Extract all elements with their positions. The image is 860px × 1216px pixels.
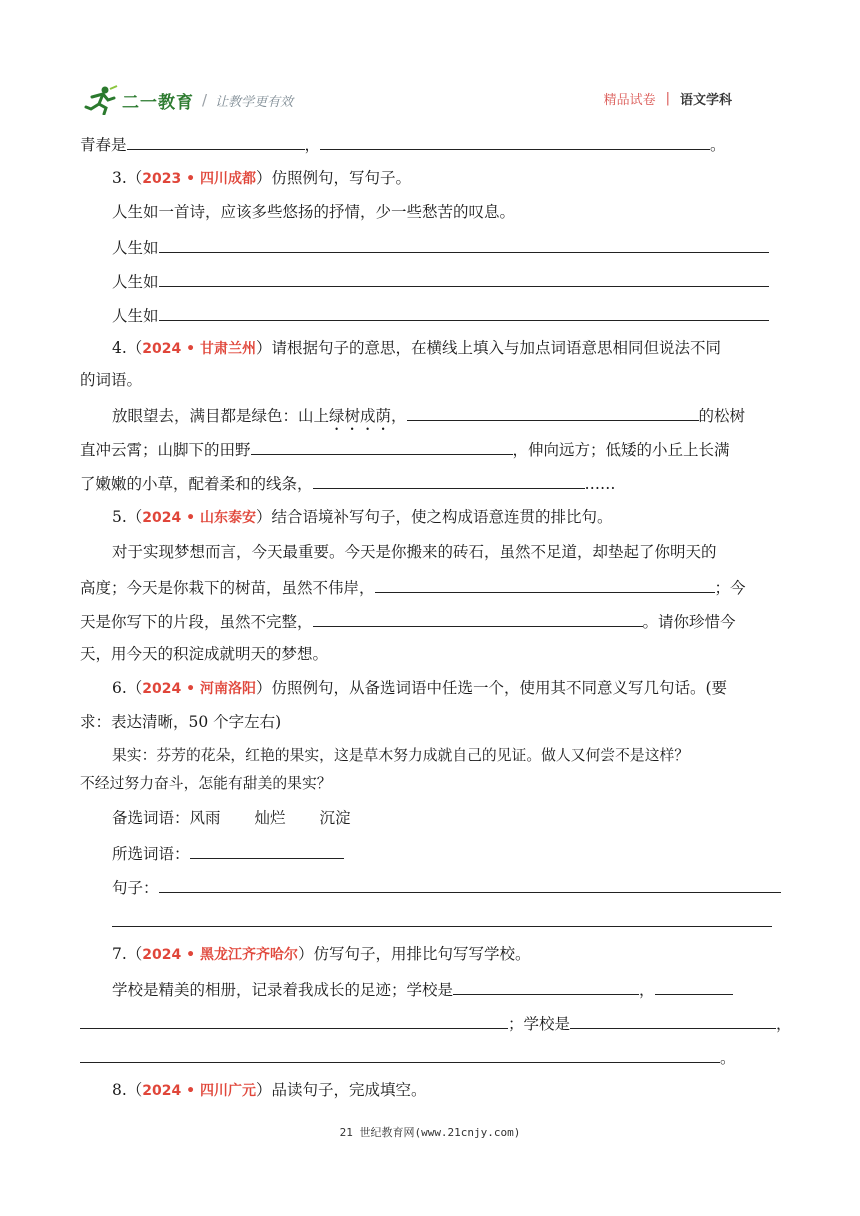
options-label: 备选词语： [112, 809, 190, 827]
dotted-phrase: 绿树成荫 [329, 407, 392, 425]
header-subject: 语文学科 [679, 93, 732, 108]
question-prompt: 仿照例句，从备选词语中任选一个，使用其不同意义写几句话。(要 [271, 679, 728, 697]
passage-text: 放眼望去，满目都是绿色：山上 [112, 407, 330, 425]
prev-lead: 青春是 [80, 136, 127, 154]
question-number: 6.（ [112, 679, 143, 697]
blank[interactable] [320, 131, 710, 150]
blank[interactable] [313, 608, 643, 627]
paren-close: ） [255, 169, 272, 187]
blank[interactable] [251, 436, 513, 455]
q5-text-line [80, 574, 800, 600]
logo-name: 二一教育 [122, 92, 194, 113]
question-number: 4.（ [112, 339, 143, 357]
blank[interactable] [375, 574, 715, 593]
header-separator: | [665, 91, 670, 106]
passage-text: ， [776, 1015, 792, 1033]
q7-text-line [112, 976, 832, 1002]
passage-text: 直冲云霄；山脚下的田野 [80, 441, 251, 459]
passage-text: 。请你珍惜今 [642, 613, 736, 631]
blank[interactable] [655, 976, 733, 995]
blank[interactable] [127, 131, 305, 150]
passage-text: 学校是精美的相册，记录着我成长的足迹；学校是 [112, 981, 454, 999]
passage-text: ；今 [714, 579, 746, 597]
answer-start: 人生如 [112, 273, 159, 291]
q6-chosen-line [112, 840, 832, 866]
q4-heading [112, 336, 832, 361]
q3-answer-line [112, 268, 832, 294]
passage-text: ；学校是 [508, 1015, 571, 1033]
q3-example: 人生如一首诗，应该多些悠扬的抒情，少一些愁苦的叹息。 [112, 203, 516, 221]
passage-text: 。 [720, 1049, 736, 1067]
q5-text-line: 对于实现梦想而言，今天最重要。今天是你搬来的砖石，虽然不足道，却垫起了你明天的 [112, 543, 717, 561]
answer-rule[interactable] [112, 926, 772, 927]
q6-example: 果实：芬芳的花朵，红艳的果实，这是草木努力成就自己的见证。做人又何尝不是这样？ [112, 747, 690, 764]
question-source: 2024 • 甘肃兰州 [142, 341, 256, 357]
logo-slash: / [202, 91, 208, 109]
blank[interactable] [159, 234, 769, 253]
paren-close: ） [255, 508, 272, 526]
question-source: 2024 • 河南洛阳 [142, 681, 256, 697]
q5-text-line: 天，用今天的积淀成就明天的梦想。 [80, 645, 329, 663]
passage-text: ，伸向远方；低矮的小丘上长满 [512, 441, 730, 459]
question-source: 2024 • 四川广元 [142, 1083, 256, 1099]
q4-text-line [80, 436, 800, 462]
answer-start: 人生如 [112, 239, 159, 257]
passage-text: ， [391, 407, 407, 425]
blank[interactable] [80, 1010, 508, 1029]
q7-text-line [80, 1010, 800, 1036]
page-footer: 21 世纪教育网(www.21cnjy.com) [339, 1126, 521, 1139]
prev-comma: ， [304, 136, 321, 154]
paren-close: ） [297, 945, 314, 963]
passage-text: 的松树 [698, 407, 746, 425]
q6-options [112, 806, 832, 830]
q6-prompt-cont: 求：表达清晰，50 个字左右) [80, 713, 282, 731]
running-figure-icon [84, 85, 118, 115]
question-source: 2023 • 四川成都 [142, 171, 256, 187]
chosen-label: 所选词语： [112, 845, 190, 863]
option-word: 灿烂 [254, 809, 286, 827]
question-prompt: 品读句子，完成填空。 [271, 1081, 427, 1099]
passage-text: 天是你写下的片段，虽然不完整， [80, 613, 313, 631]
blank[interactable] [407, 402, 699, 421]
question-number: 7.（ [112, 945, 143, 963]
question-prompt: 仿照例句，写句子。 [271, 169, 411, 187]
question-number: 3.（ [112, 169, 143, 187]
question-source: 2024 • 黑龙江齐齐哈尔 [142, 947, 298, 963]
blank[interactable] [313, 470, 585, 489]
q3-answer-line [112, 302, 832, 328]
question-prompt: 仿写句子，用排比句写写学校。 [313, 945, 531, 963]
q5-text-line [80, 608, 800, 634]
question-number: 5.（ [112, 508, 143, 526]
question-number: 8.（ [112, 1081, 143, 1099]
answer-start: 人生如 [112, 307, 159, 325]
blank[interactable] [570, 1010, 776, 1029]
question-source: 2024 • 山东泰安 [142, 510, 256, 526]
question-prompt: 结合语境补写句子，使之构成语意连贯的排比句。 [271, 508, 613, 526]
header-tag: 精品试卷 [603, 93, 656, 108]
option-word: 沉淀 [319, 809, 351, 827]
blank[interactable] [80, 1044, 720, 1063]
page-header [80, 80, 780, 120]
q4-text-line [80, 470, 800, 496]
passage-text: 了嫩嫩的小草，配着柔和的线条， [80, 475, 313, 493]
passage-text: 高度；今天是你栽下的树苗，虽然不伟岸， [80, 579, 375, 597]
q5-heading [112, 505, 832, 530]
q8-heading [112, 1078, 832, 1103]
prev-end: 。 [710, 136, 726, 154]
q6-heading [112, 676, 832, 701]
q3-answer-line [112, 234, 832, 260]
blank[interactable] [159, 874, 781, 893]
paren-close: ） [255, 339, 272, 357]
q7-text-line [80, 1044, 800, 1070]
logo-slogan: 让教学更有效 [215, 94, 294, 110]
paren-close: ） [255, 1081, 272, 1099]
logo [84, 80, 293, 120]
q3-heading [112, 166, 832, 191]
q4-text-line [112, 402, 832, 434]
passage-text: …… [584, 475, 616, 493]
paren-close: ） [255, 679, 272, 697]
sentence-label: 句子： [112, 879, 159, 897]
q4-prompt-cont: 的词语。 [80, 371, 143, 389]
header-right [604, 89, 732, 108]
passage-text: ， [639, 981, 655, 999]
blank[interactable] [453, 976, 639, 995]
blank[interactable] [190, 840, 344, 859]
blank[interactable] [159, 302, 769, 321]
question-prompt: 请根据句子的意思，在横线上填入与加点词语意思相同但说法不同 [271, 339, 721, 357]
option-word: 风雨 [189, 809, 221, 827]
q6-sentence-line [112, 874, 832, 900]
blank[interactable] [159, 268, 769, 287]
q6-example-cont: 不经过努力奋斗，怎能有甜美的果实？ [80, 775, 332, 792]
q7-heading [112, 942, 832, 967]
prev-answer-line [80, 131, 800, 157]
